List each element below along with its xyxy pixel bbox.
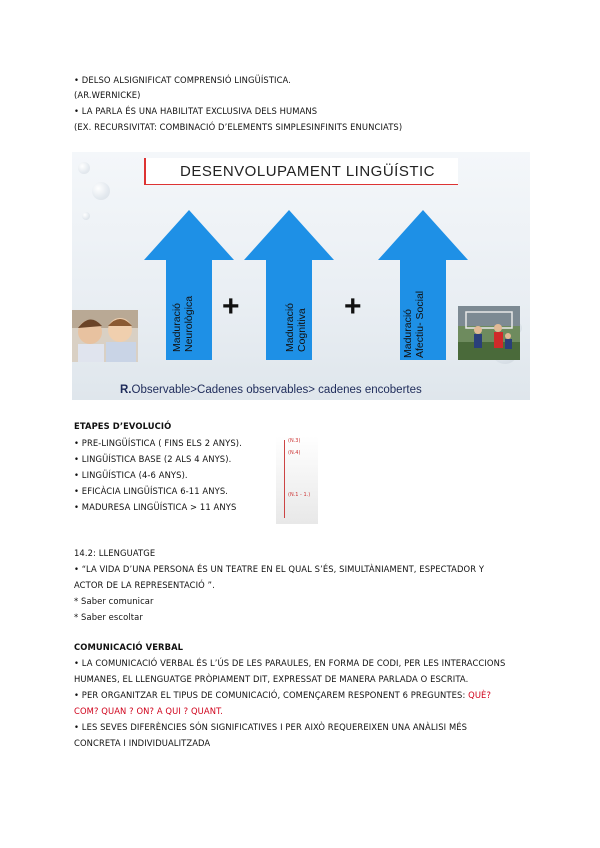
slide-title: DESENVOLUPAMENT LINGÜÍSTIC	[180, 163, 435, 180]
bubble-decoration	[78, 162, 90, 174]
llenguatge-item: * Saber escoltar	[74, 612, 143, 622]
comunicacio-p2-line2: COM? QUAN ? ON? A QUI ? QUANT.	[74, 706, 224, 716]
comunicacio-p1-line2: HUMANES, EL LLENGUATGE PRÒPIAMENT DIT, EXPRESSAT DE MANERA PARLADA O ESCRITA.	[74, 674, 469, 684]
comunicacio-p1-line1: • LA COMUNICACIÓ VERBAL ÉS L’ÚS DE LES PARAULES, EN FORMA DE CODI, PER LES INTERACCIONS	[74, 658, 506, 668]
bubble-decoration	[92, 182, 110, 200]
etapes-item: • PRE-LINGÜÍSTICA ( FINS ELS 2 ANYS).	[74, 438, 242, 448]
etapes-item: • LINGÜÍSTICA BASE (2 ALS 4 ANYS).	[74, 454, 232, 464]
children-photo	[72, 310, 138, 362]
comunicacio-heading: COMUNICACIÓ VERBAL	[74, 642, 184, 652]
comunicacio-p2-questions: QUÈ?	[468, 690, 491, 700]
level-label: (N.1 - 1.)	[288, 492, 311, 498]
intro-line-3: • LA PARLA ÉS UNA HABILITAT EXCLUSIVA DELS HUMANS	[74, 106, 318, 116]
slide-footer-r: R.	[120, 384, 132, 396]
arrow-label-afectiu-social: Maduració Afectiu- Social	[402, 290, 426, 358]
etapes-heading: ETAPES D’EVOLUCIÓ	[74, 421, 172, 431]
etapes-item: • EFICÀCIA LINGÜÍSTICA 6-11 ANYS.	[74, 486, 229, 496]
etapes-item: • MADURESA LINGÜÍSTICA > 11 ANYS	[74, 502, 237, 512]
llenguatge-quote-1: • “LA VIDA D’UNA PERSONA ÉS UN TEATRE EN EL QUAL S’ÉS, SIMULTÀNIAMENT, ESPECTADOR Y	[74, 564, 485, 574]
level-label: (N.4)	[288, 450, 301, 456]
slide-footer-text: Observable>Cadenes observables> cadenes encobertes	[131, 384, 422, 396]
llenguatge-heading: 14.2: LLENGUATGE	[74, 548, 156, 558]
slide-image	[72, 152, 530, 400]
slide-footer	[120, 384, 422, 396]
intro-line-1: • DELSO ALSIGNIFICAT COMPRENSIÓ LINGÜÍSTICA.	[74, 75, 291, 85]
llenguatge-quote-2: ACTOR DE LA REPRESENTACIÓ ”.	[74, 580, 215, 590]
etapes-item: • LINGÜÍSTICA (4-6 ANYS).	[74, 470, 188, 480]
intro-line-4: (EX. RECURSIVITAT: COMBINACIÓ D’ELEMENTS SIMPLESINFINITS ENUNCIATS)	[74, 122, 403, 132]
arrow-label-cognitiva: Maduració Cognitiva	[284, 302, 308, 352]
bubble-decoration	[82, 212, 90, 220]
comunicacio-p3-line1: • LES SEVES DIFERÈNCIES SÓN SIGNIFICATIVES I PER AIXÒ REQUEREIXEN UNA ANÀLISI MÉS	[74, 722, 468, 732]
intro-line-2: (AR.WERNICKE)	[74, 90, 141, 100]
comunicacio-p3-line2: CONCRETA I INDIVIDUALITZADA	[74, 738, 211, 748]
sports-photo	[458, 306, 520, 360]
llenguatge-item: * Saber comunicar	[74, 596, 154, 606]
arrow-label-neurologica: Maduració Neurològica	[171, 295, 195, 352]
plus-sign: +	[344, 290, 362, 323]
levels-diagram	[276, 436, 318, 524]
comunicacio-p2-text: • PER ORGANITZAR EL TIPUS DE COMUNICACIÓ, COMENÇAREM RESPONENT 6 PREGUNTES:	[74, 690, 469, 700]
plus-sign: +	[222, 290, 240, 323]
level-label: (N.3)	[288, 438, 301, 444]
levels-axis-line	[284, 440, 285, 518]
comunicacio-p2-line1	[74, 689, 491, 701]
